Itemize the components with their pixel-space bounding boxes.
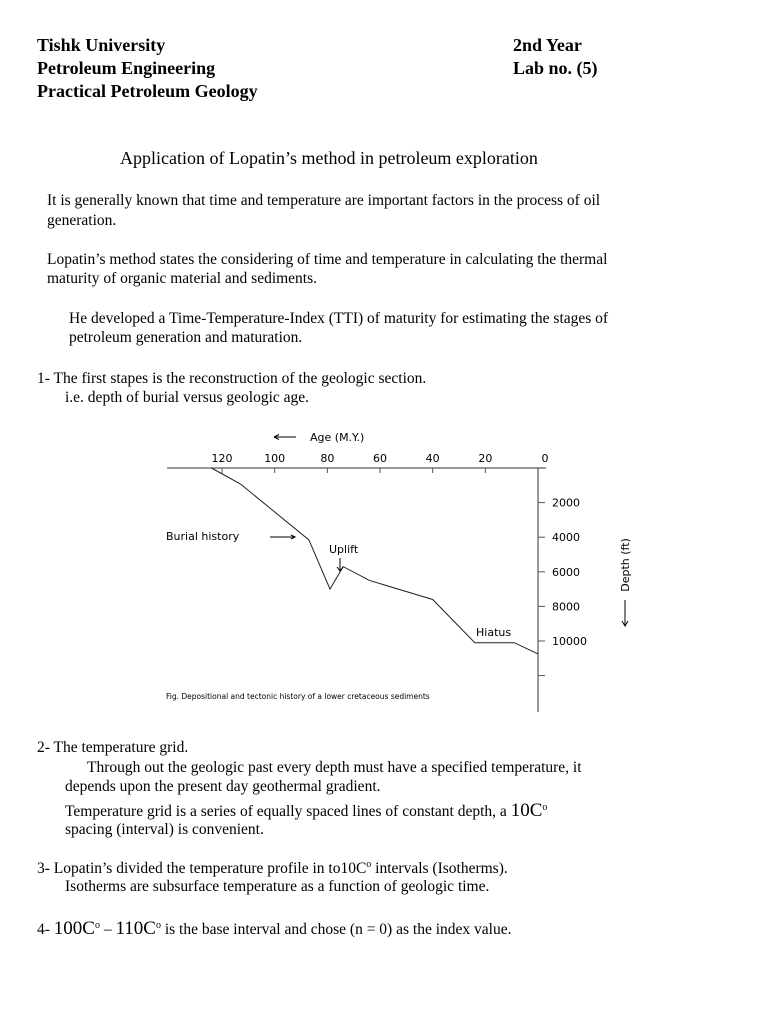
paragraph-line: petroleum generation and maturation. [69, 329, 303, 346]
text: – [99, 921, 116, 938]
text: 4- [37, 921, 54, 938]
step-1-line: i.e. depth of burial versus geologic age. [65, 389, 310, 406]
degree-mark: o [542, 801, 548, 813]
x-axis-label: Age (M.Y.) [310, 431, 365, 444]
text: intervals (Isotherms). [371, 860, 508, 878]
figure-caption: Fig. Depositional and tectonic history of a lower cretaceous sediments [166, 692, 430, 701]
annotation-burial-history: Burial history [166, 530, 240, 543]
paragraph-line: maturity of organic material and sediments. [47, 270, 318, 287]
step-3-line [37, 859, 508, 878]
department-name: Petroleum Engineering [37, 58, 216, 78]
x-tick-label: 0 [541, 452, 549, 465]
course-name: Practical Petroleum Geology [37, 81, 258, 101]
year-label: 2nd Year [513, 35, 582, 55]
university-name: Tishk University [37, 35, 166, 55]
step-3-line: Isotherms are subsurface temperature as a function of geologic time. [65, 878, 490, 895]
paragraph-line: generation. [47, 212, 117, 229]
annotation-hiatus: Hiatus [476, 626, 512, 639]
x-tick-label: 100 [264, 452, 286, 465]
degree-mark: o [366, 859, 372, 870]
paragraph-line: He developed a Time-Temperature-Index (TTI) of maturity for estimating the stages of [69, 310, 609, 327]
y-tick-label: 2000 [552, 496, 580, 510]
step-2-line [65, 800, 547, 822]
x-tick-label: 40 [425, 452, 440, 465]
arrow-right-icon [270, 535, 295, 539]
text: 110C [115, 918, 156, 939]
text: is the base interval and chose (n = 0) as the index value. [160, 921, 512, 938]
step-2-line: Through out the geologic past every depth must have a specified temperature, it [87, 759, 582, 776]
degree-mark: o [94, 919, 100, 931]
x-tick-label: 120 [211, 452, 233, 465]
y-tick-label: 8000 [552, 600, 580, 614]
y-axis-label: Depth (ft) [619, 538, 632, 592]
x-tick-label: 80 [320, 452, 335, 465]
step-2-line: 2- The temperature grid. [37, 739, 189, 756]
arrow-down-icon [622, 600, 628, 626]
y-tick-label: 4000 [552, 531, 580, 545]
step-1-line: 1- The first stapes is the reconstruction of the geologic section. [37, 370, 427, 387]
text: Temperature grid is a series of equally spaced lines of constant depth, a [65, 803, 511, 820]
text: 100C [53, 918, 95, 939]
paragraph-line: It is generally known that time and temperature are important factors in the process of oil [47, 192, 601, 209]
x-tick-label: 60 [373, 452, 388, 465]
lab-number: Lab no. (5) [513, 58, 598, 78]
annotation-uplift: Uplift [329, 543, 359, 556]
text: 3- Lopatin’s divided the temperature profile in to10C [37, 860, 367, 878]
step-4-line [37, 918, 511, 940]
y-tick-label: 6000 [552, 565, 580, 579]
x-tick-label: 20 [478, 452, 493, 465]
text: 10C [510, 800, 543, 821]
paragraph-line: Lopatin’s method states the considering of time and temperature in calculating the thermal [47, 251, 608, 268]
y-tick-label: 10000 [552, 635, 587, 648]
step-2-line: spacing (interval) is convenient. [65, 821, 264, 838]
degree-mark: o [155, 919, 161, 931]
chart-group [166, 431, 632, 712]
step-2-line: depends upon the present day geothermal gradient. [65, 778, 381, 795]
document-title: Application of Lopatin’s method in petroleum exploration [120, 148, 538, 168]
